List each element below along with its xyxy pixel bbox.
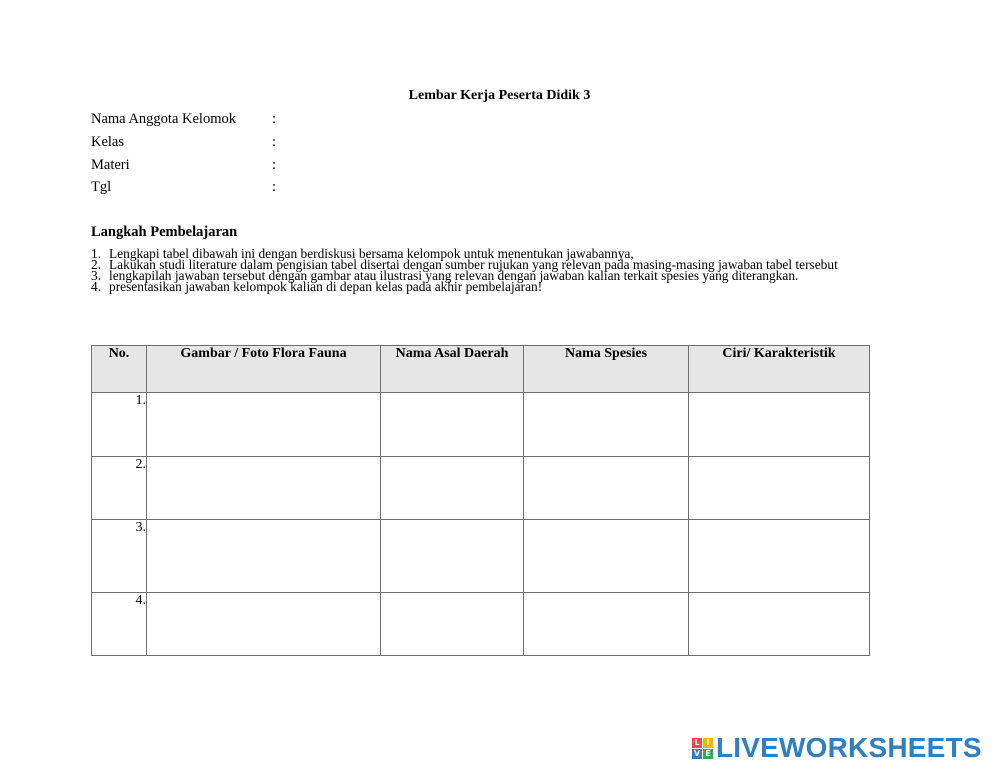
logo-cell: L	[692, 738, 702, 748]
table-header-row	[92, 346, 870, 393]
logo-grid-icon	[692, 738, 713, 759]
answer-cell-ciri[interactable]	[689, 457, 870, 520]
step-number: 2.	[91, 257, 102, 272]
logo-text: LIVEWORKSHEETS	[716, 732, 982, 763]
list-item	[91, 281, 891, 292]
row-number: 2.	[92, 457, 147, 520]
answer-cell-ciri[interactable]	[689, 393, 870, 457]
step-text: Lengkapi tabel dibawah ini dengan berdiskusi bersama kelompok untuk menentukan jawabannya,	[109, 246, 634, 261]
column-header-no: No.	[92, 346, 147, 393]
table-row	[92, 393, 870, 457]
step-text: lengkapilah jawaban tersebut dengan gambar atau ilustrasi yang relevan dengan jawaban kalian terkait spesies yang diterangkan.	[109, 268, 799, 283]
worksheet-title: Lembar Kerja Peserta Didik 3	[408, 88, 591, 103]
step-text: Lakukan studi literature dalam pengisian tabel disertai dengan sumber rujukan yang relevan pada masing-masing jawaban tabel tersebut	[109, 257, 838, 272]
step-number: 1.	[91, 246, 102, 261]
answer-cell-ciri[interactable]	[689, 593, 870, 656]
answer-cell-spesies[interactable]	[524, 520, 689, 593]
answer-table	[91, 345, 870, 656]
answer-cell-spesies[interactable]	[524, 393, 689, 457]
field-colon: :	[272, 179, 277, 195]
step-number: 4.	[91, 279, 102, 294]
answer-cell-gambar[interactable]	[147, 593, 381, 656]
field-label: Nama Anggota Kelomok	[91, 111, 236, 127]
field-colon: :	[272, 134, 277, 150]
column-header-gambar: Gambar / Foto Flora Fauna	[147, 346, 381, 393]
field-row-materi	[91, 157, 276, 174]
field-label: Tgl	[91, 179, 112, 195]
row-number: 1.	[92, 393, 147, 457]
steps-list	[91, 248, 891, 292]
answer-cell-spesies[interactable]	[524, 593, 689, 656]
field-label: Materi	[91, 157, 130, 173]
answer-cell-gambar[interactable]	[147, 520, 381, 593]
logo-cell: I	[703, 738, 713, 748]
answer-cell-asal-daerah[interactable]	[381, 457, 524, 520]
field-colon: :	[272, 111, 277, 127]
section-heading: Langkah Pembelajaran	[91, 224, 238, 240]
answer-cell-gambar[interactable]	[147, 457, 381, 520]
field-row-nama	[91, 111, 276, 128]
answer-cell-spesies[interactable]	[524, 457, 689, 520]
answer-cell-gambar[interactable]	[147, 393, 381, 457]
column-header-ciri: Ciri/ Karakteristik	[689, 346, 870, 393]
row-number: 4.	[92, 593, 147, 656]
field-row-tgl	[91, 179, 276, 196]
liveworksheets-logo[interactable]	[692, 733, 982, 763]
table-row	[92, 520, 870, 593]
field-row-kelas	[91, 134, 276, 151]
answer-cell-ciri[interactable]	[689, 520, 870, 593]
row-number: 3.	[92, 520, 147, 593]
field-colon: :	[272, 157, 277, 173]
step-number: 3.	[91, 268, 102, 283]
answer-cell-asal-daerah[interactable]	[381, 393, 524, 457]
answer-cell-asal-daerah[interactable]	[381, 520, 524, 593]
table-row	[92, 593, 870, 656]
logo-cell: V	[693, 748, 701, 758]
table-row	[92, 457, 870, 520]
step-text: presentasikan jawaban kelompok kalian di depan kelas pada akhir pembelajaran!	[109, 279, 543, 294]
answer-cell-asal-daerah[interactable]	[381, 593, 524, 656]
column-header-asal-daerah: Nama Asal Daerah	[381, 346, 524, 393]
field-label: Kelas	[91, 134, 125, 150]
logo-cell: E	[703, 749, 713, 759]
column-header-spesies: Nama Spesies	[524, 346, 689, 393]
